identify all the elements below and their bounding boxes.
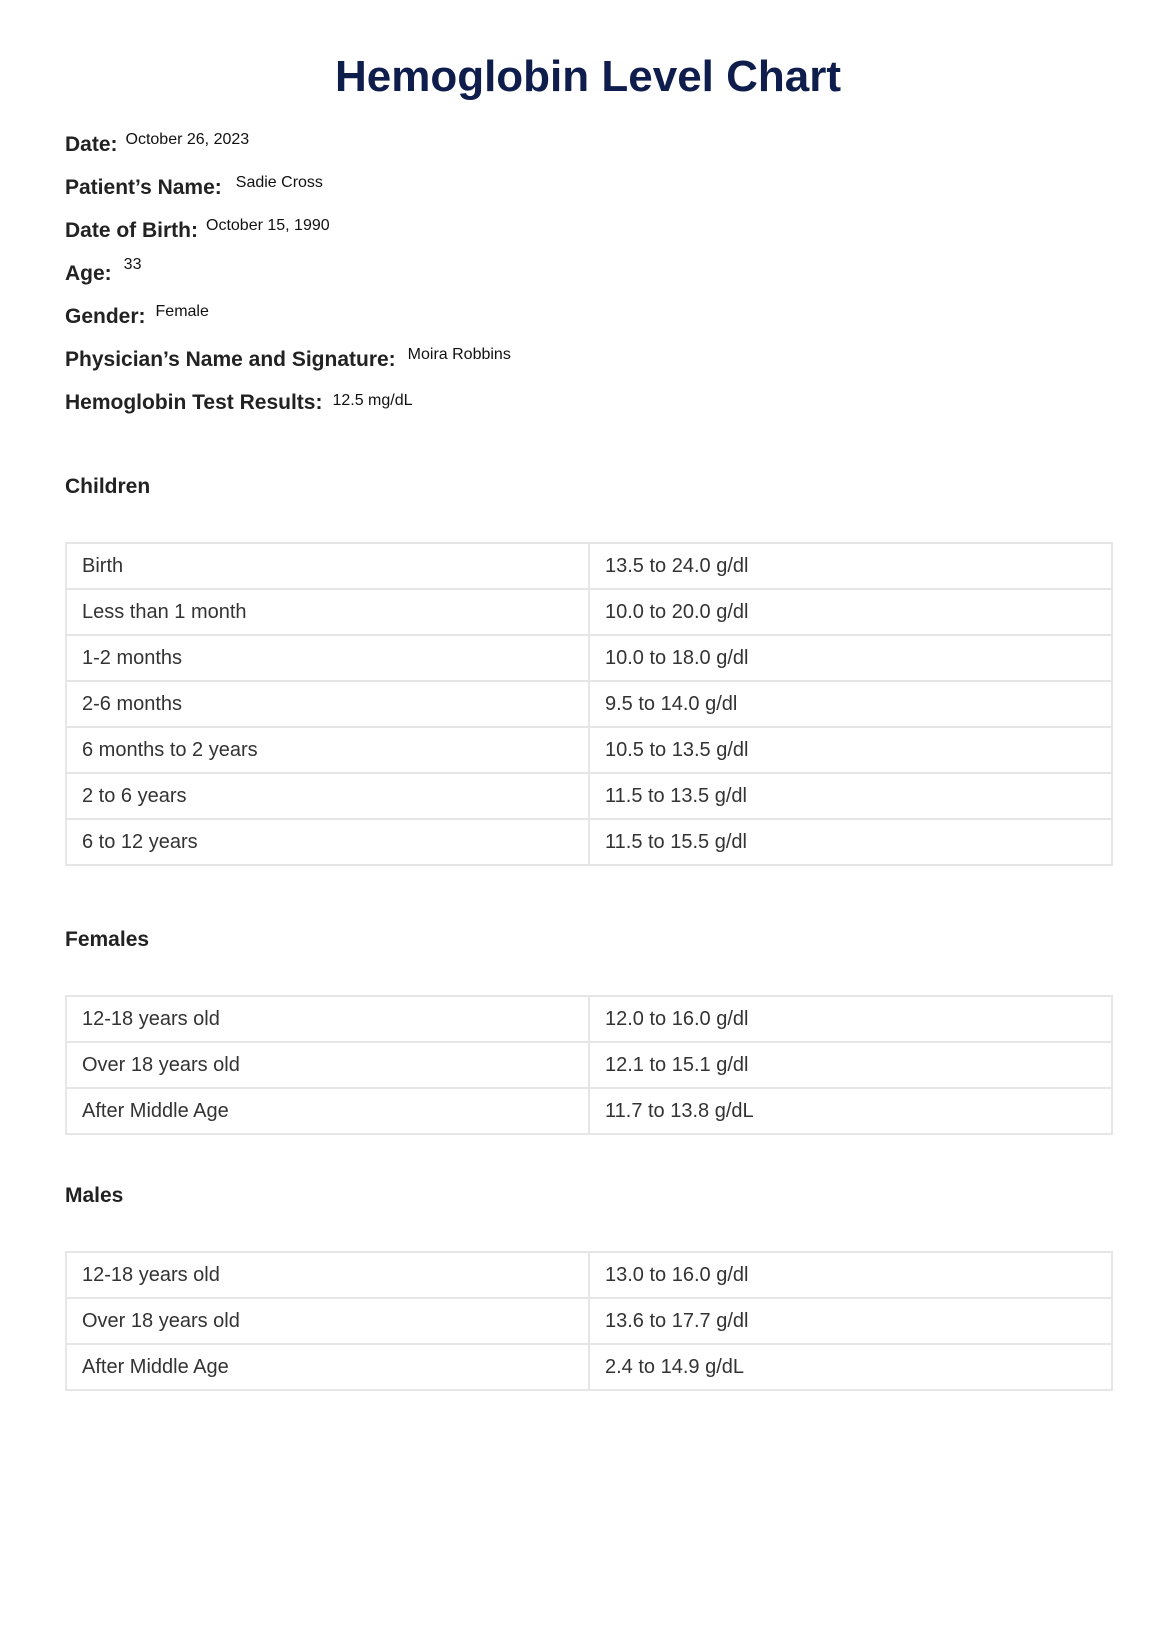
table-row (66, 1088, 1112, 1134)
age-cell: 12-18 years old (66, 1252, 589, 1298)
age-cell: Birth (66, 543, 589, 589)
range-cell: 11.7 to 13.8 g/dL (589, 1088, 1112, 1134)
range-cell: 12.1 to 15.1 g/dl (589, 1042, 1112, 1088)
info-row-age (65, 256, 1115, 305)
range-cell: 10.0 to 18.0 g/dl (589, 635, 1112, 681)
gender-label: Gender: (65, 305, 146, 328)
table-row (66, 1042, 1112, 1088)
date-value: October 26, 2023 (125, 131, 250, 148)
table-row (66, 819, 1112, 865)
range-cell: 11.5 to 15.5 g/dl (589, 819, 1112, 865)
males-table (65, 1251, 1113, 1391)
females-table (65, 995, 1113, 1135)
section-heading-children: Children (65, 475, 151, 498)
age-cell: Over 18 years old (66, 1298, 589, 1344)
gender-value: Female (155, 303, 209, 320)
range-cell: 2.4 to 14.9 g/dL (589, 1344, 1112, 1390)
table-row (66, 1344, 1112, 1390)
table-row (66, 681, 1112, 727)
age-cell: 1-2 months (66, 635, 589, 681)
age-cell: After Middle Age (66, 1344, 589, 1390)
date-label: Date: (65, 133, 118, 156)
date-of-birth-label: Date of Birth: (65, 219, 198, 242)
table-row (66, 773, 1112, 819)
section-heading-males: Males (65, 1184, 124, 1207)
age-label: Age: (65, 262, 112, 285)
info-row-date (65, 133, 1115, 176)
table-row (66, 543, 1112, 589)
range-cell: 13.5 to 24.0 g/dl (589, 543, 1112, 589)
age-value: 33 (123, 256, 142, 273)
range-cell: 13.6 to 17.7 g/dl (589, 1298, 1112, 1344)
test-results-value: 12.5 mg/dL (332, 392, 413, 409)
section-heading-females: Females (65, 928, 150, 951)
age-cell: 2-6 months (66, 681, 589, 727)
info-row-date-of-birth (65, 219, 1115, 262)
page-title: Hemoglobin Level Chart (334, 52, 842, 101)
table-row (66, 727, 1112, 773)
age-cell: Less than 1 month (66, 589, 589, 635)
test-results-label: Hemoglobin Test Results: (65, 391, 323, 414)
age-cell: 6 months to 2 years (66, 727, 589, 773)
table-row (66, 1252, 1112, 1298)
patient-info (65, 133, 1115, 434)
physician-value: Moira Robbins (407, 346, 511, 363)
patient-name-value: Sadie Cross (235, 174, 323, 191)
table-row (66, 589, 1112, 635)
range-cell: 12.0 to 16.0 g/dl (589, 996, 1112, 1042)
age-cell: 2 to 6 years (66, 773, 589, 819)
date-of-birth-value: October 15, 1990 (206, 217, 330, 234)
range-cell: 10.0 to 20.0 g/dl (589, 589, 1112, 635)
patient-name-label: Patient’s Name: (65, 176, 222, 199)
table-row (66, 1298, 1112, 1344)
table-row (66, 635, 1112, 681)
age-cell: 6 to 12 years (66, 819, 589, 865)
age-cell: After Middle Age (66, 1088, 589, 1134)
table-row (66, 996, 1112, 1042)
range-cell: 10.5 to 13.5 g/dl (589, 727, 1112, 773)
physician-label: Physician’s Name and Signature: (65, 348, 396, 371)
info-row-test-results (65, 391, 1115, 434)
range-cell: 11.5 to 13.5 g/dl (589, 773, 1112, 819)
children-table (65, 542, 1113, 866)
age-cell: 12-18 years old (66, 996, 589, 1042)
info-row-physician (65, 348, 1115, 391)
age-cell: Over 18 years old (66, 1042, 589, 1088)
info-row-patient-name (65, 176, 1115, 219)
info-row-gender (65, 305, 1115, 348)
range-cell: 13.0 to 16.0 g/dl (589, 1252, 1112, 1298)
range-cell: 9.5 to 14.0 g/dl (589, 681, 1112, 727)
